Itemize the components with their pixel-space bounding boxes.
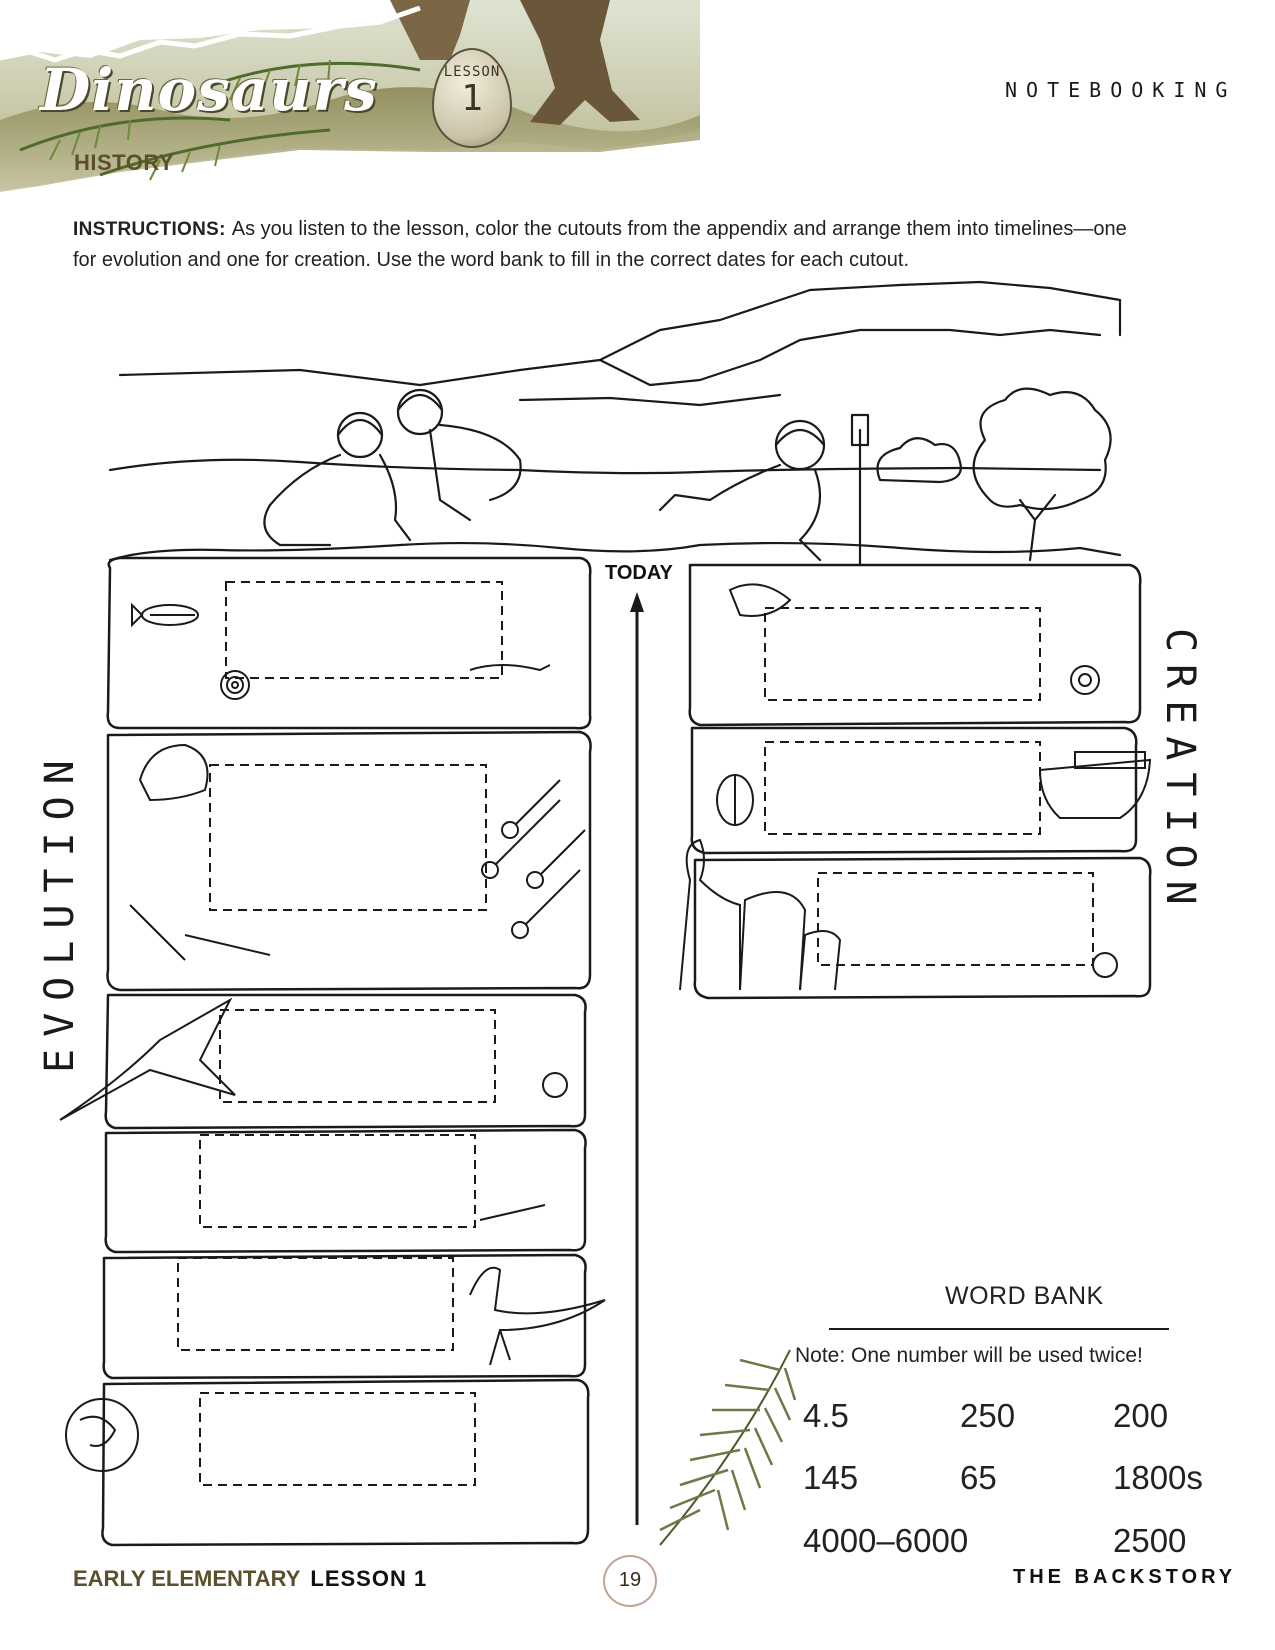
footer-course-info (73, 1566, 427, 1592)
creation-layers (690, 565, 1151, 998)
creation-layer-1 (690, 565, 1141, 725)
paleontologist-left (264, 413, 410, 545)
evo-layer-5 (104, 1255, 586, 1378)
subject-heading: HISTORY (74, 150, 175, 175)
evo-layer-6 (102, 1380, 588, 1545)
instructions-text: As you listen to the lesson, color the cutouts from the appendix and arrange them into timelines—one for evolution and one for creation. Use the word bank to fill in the correct dates for each cutout. (73, 218, 1127, 271)
footer-level: EARLY ELEMENTARY (73, 1566, 301, 1591)
creation-label: CREATION (1157, 628, 1203, 917)
page-number: 19 (618, 1569, 642, 1591)
creation-layer-2 (692, 728, 1137, 853)
word-bank-item: 2500 (1113, 1522, 1187, 1559)
word-bank-item: 250 (960, 1397, 1016, 1434)
evolution-label: EVOLUTION (37, 748, 83, 1073)
footer-series: THE BACKSTORY (1013, 1566, 1237, 1588)
tree-illustration (974, 389, 1111, 594)
creation-layer-3 (695, 858, 1151, 998)
section-tag: NOTEBOOKING (1005, 78, 1237, 102)
word-bank-note: Note: One number will be used twice! (795, 1344, 1143, 1367)
evo-layer-2 (108, 732, 591, 990)
timeline-arrow (630, 592, 644, 1525)
evolution-layers (102, 558, 590, 1545)
lesson-label: LESSON (443, 64, 501, 80)
word-bank-item: 4000–6000 (803, 1522, 969, 1559)
series-logo-text: Dinosaurs (40, 56, 378, 124)
paleontologist-right (660, 415, 868, 575)
evo-layer-1 (108, 558, 591, 728)
lesson-number: 1 (461, 78, 483, 119)
today-label: TODAY (605, 562, 673, 584)
evo-layer-3 (106, 995, 586, 1128)
word-bank-title: WORD BANK (945, 1282, 1104, 1310)
evo-layer-4 (106, 1130, 586, 1252)
word-bank-item: 145 (803, 1459, 859, 1496)
instructions-label: INSTRUCTIONS: (73, 219, 226, 240)
fern-frond-illustration (660, 1350, 795, 1545)
shrub-illustration (878, 438, 961, 482)
word-bank-item: 200 (1113, 1397, 1169, 1434)
paleontologist-middle (398, 390, 521, 520)
word-bank-item: 4.5 (803, 1397, 849, 1434)
footer-lesson: LESSON 1 (310, 1566, 428, 1591)
word-bank-item: 1800s (1113, 1459, 1203, 1496)
word-bank-item: 65 (960, 1459, 997, 1496)
word-bank-divider (829, 1328, 1169, 1330)
